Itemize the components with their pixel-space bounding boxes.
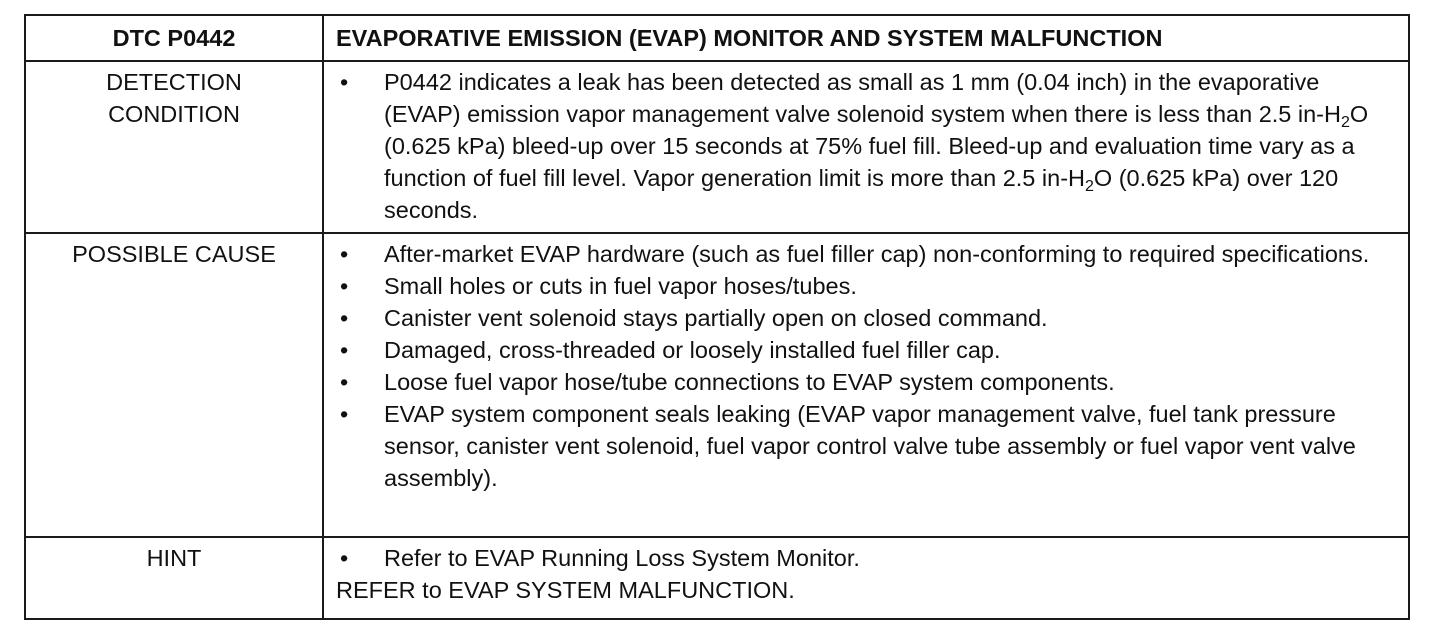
hint-item bbox=[336, 542, 1396, 574]
cause-item-text: Small holes or cuts in fuel vapor hoses/tubes. bbox=[384, 273, 857, 299]
bullet-icon: • bbox=[340, 545, 349, 571]
hint-row bbox=[25, 537, 1409, 619]
cause-list bbox=[336, 238, 1396, 494]
detection-item bbox=[336, 66, 1396, 226]
cause-item-text: Canister vent solenoid stays partially open on closed command. bbox=[384, 305, 1048, 331]
cause-item bbox=[336, 334, 1396, 366]
cause-item bbox=[336, 238, 1396, 270]
detection-sub-2: 2 bbox=[1085, 178, 1094, 195]
cause-row bbox=[25, 233, 1409, 537]
bullet-icon: • bbox=[340, 369, 349, 395]
dtc-title: EVAPORATIVE EMISSION (EVAP) MONITOR AND SYSTEM MALFUNCTION bbox=[323, 15, 1409, 61]
detection-sub-1: 2 bbox=[1340, 114, 1350, 131]
detection-row bbox=[25, 61, 1409, 233]
cause-item bbox=[336, 270, 1396, 302]
dtc-table bbox=[24, 14, 1410, 620]
bullet-icon: • bbox=[340, 401, 349, 427]
bullet-icon: • bbox=[340, 305, 349, 331]
hint-item-text: Refer to EVAP Running Loss System Monitor. bbox=[384, 545, 860, 571]
hint-label: HINT bbox=[25, 537, 323, 619]
header-row bbox=[25, 15, 1409, 61]
cause-item bbox=[336, 398, 1396, 494]
cause-item-text: After-market EVAP hardware (such as fuel filler cap) non-conforming to required specifications. bbox=[384, 241, 1370, 267]
hint-content bbox=[323, 537, 1409, 619]
bullet-icon: • bbox=[340, 337, 349, 363]
cause-label: POSSIBLE CAUSE bbox=[25, 233, 323, 537]
bullet-icon: • bbox=[340, 69, 349, 95]
hint-refer: REFER to EVAP SYSTEM MALFUNCTION. bbox=[336, 577, 795, 603]
cause-item bbox=[336, 302, 1396, 334]
cause-content bbox=[323, 233, 1409, 537]
cause-item bbox=[336, 366, 1396, 398]
detection-label bbox=[25, 61, 323, 233]
cause-item-text: Damaged, cross-threaded or loosely installed fuel filler cap. bbox=[384, 337, 1001, 363]
detection-text-1: P0442 indicates a leak has been detected as small as 1 mm (0.04 inch) in the evaporative (EVAP) emission vapor management valve solenoid system when there is less than 2.5 in-H bbox=[384, 69, 1341, 127]
bullet-icon: • bbox=[340, 241, 349, 267]
hint-list bbox=[336, 542, 1396, 574]
cause-item-text: Loose fuel vapor hose/tube connections to EVAP system components. bbox=[384, 369, 1115, 395]
detection-text-2: O (0.625 kPa) bleed-up over 15 seconds at 75% fuel fill. Bleed-up and evaluation time vary as a function of fuel fill level. Vapor generation limit is more than 2.5 in-H bbox=[384, 101, 1369, 191]
detection-content bbox=[323, 61, 1409, 233]
bullet-icon: • bbox=[340, 273, 349, 299]
cause-item-text: EVAP system component seals leaking (EVAP vapor management valve, fuel tank pressure sensor, canister vent solenoid, fuel vapor control valve tube assembly or fuel vapor vent valve assembly). bbox=[384, 401, 1356, 491]
detection-text-3: O (0.625 kPa) over 120 seconds. bbox=[384, 165, 1339, 223]
detection-label-line2: CONDITION bbox=[108, 101, 240, 127]
dtc-code: DTC P0442 bbox=[25, 15, 323, 61]
detection-label-line1: DETECTION bbox=[106, 69, 242, 95]
detection-list bbox=[336, 66, 1396, 226]
